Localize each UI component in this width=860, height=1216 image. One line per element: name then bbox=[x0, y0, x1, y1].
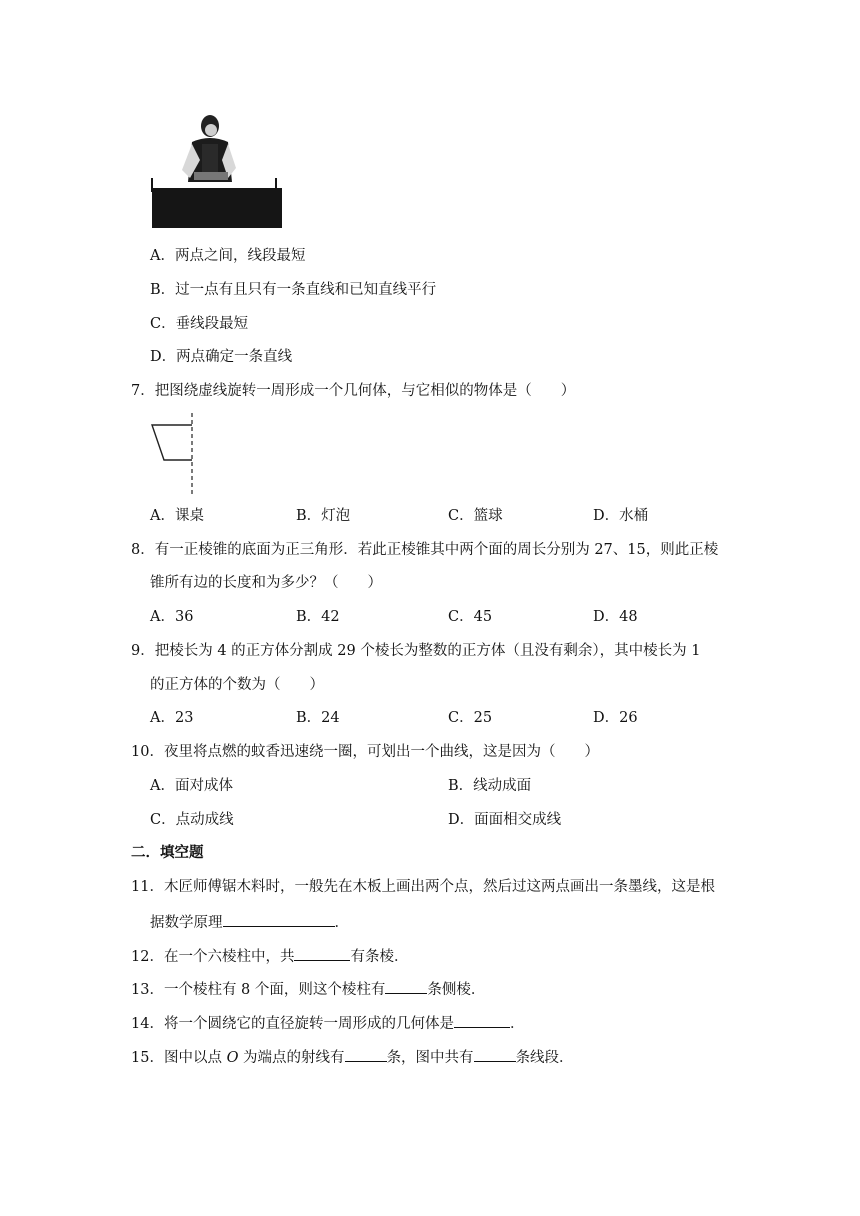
q11-line2 bbox=[150, 911, 349, 933]
section-fill-in-title: 二．填空题 bbox=[131, 844, 204, 861]
q15-text-d: 条线段． bbox=[515, 1050, 574, 1066]
q11-line2-text: 据数学原理 bbox=[150, 915, 223, 931]
q9-option-c: C．25 bbox=[448, 710, 493, 726]
q15-segment-count-blank[interactable] bbox=[474, 1046, 516, 1062]
q8-line2: 锥所有边的长度和为多少？（ ） bbox=[150, 575, 382, 591]
q12-text-b: 有条棱． bbox=[350, 949, 409, 965]
carpenter-photo bbox=[150, 112, 286, 230]
q15 bbox=[131, 1046, 574, 1068]
q6-option-b: B．过一点有且只有一条直线和已知直线平行 bbox=[150, 282, 437, 298]
q12-text-a: 12．在一个六棱柱中，共 bbox=[131, 949, 295, 965]
q8-option-a: A．36 bbox=[150, 609, 194, 625]
q12 bbox=[131, 945, 408, 967]
q9-option-a: A．23 bbox=[150, 710, 194, 726]
trapezoid-rotation-figure bbox=[148, 413, 198, 497]
q14-text-a: 14．将一个圆绕它的直径旋转一周形成的几何体是 bbox=[131, 1016, 454, 1032]
q13-text-b: 条侧棱． bbox=[427, 982, 486, 998]
q10-stem: 10．夜里将点燃的蚊香迅速绕一圈，可划出一个曲线，这是因为（ ） bbox=[131, 744, 599, 760]
q6-option-d: D．两点确定一条直线 bbox=[150, 349, 293, 365]
q6-option-c: C．垂线段最短 bbox=[150, 316, 249, 332]
q9-option-b: B．24 bbox=[296, 710, 340, 726]
q6-option-a: A．两点之间，线段最短 bbox=[150, 248, 306, 264]
q15-text-c: 条，图中共有 bbox=[386, 1050, 474, 1066]
q13 bbox=[131, 978, 485, 1000]
q7-option-d: D．水桶 bbox=[593, 508, 649, 524]
q14-text-b: ． bbox=[509, 1016, 525, 1032]
q15-point-o: O bbox=[226, 1050, 239, 1066]
q10-option-a: A．面对成体 bbox=[150, 778, 233, 794]
q15-text-a: 15．图中以点 bbox=[131, 1050, 227, 1066]
q9-line2: 的正方体的个数为（ ） bbox=[150, 677, 324, 693]
q11-line2-end: ． bbox=[334, 915, 349, 931]
q10-option-b: B．线动成面 bbox=[448, 778, 532, 794]
q11-line1: 11．木匠师傅锯木料时，一般先在木板上画出两个点，然后过这两点画出一条墨线，这是根 bbox=[131, 879, 715, 895]
q7-stem: 7．把图绕虚线旋转一周形成一个几何体，与它相似的物体是（ ） bbox=[131, 383, 576, 399]
q13-text-a: 13．一个棱柱有 8 个面，则这个棱柱有 bbox=[131, 982, 386, 998]
q15-ray-count-blank[interactable] bbox=[345, 1046, 387, 1062]
q9-line1: 9．把棱长为 4 的正方体分割成 29 个棱长为整数的正方体（且没有剩余），其中棱长为 1 bbox=[131, 643, 701, 659]
q8-option-b: B．42 bbox=[296, 609, 340, 625]
q12-answer-blank[interactable] bbox=[294, 945, 350, 961]
q14 bbox=[131, 1012, 524, 1034]
q7-option-c: C．篮球 bbox=[448, 508, 503, 524]
q7-option-b: B．灯泡 bbox=[296, 508, 351, 524]
q11-answer-blank[interactable] bbox=[223, 911, 335, 927]
q10-option-d: D．面面相交成线 bbox=[448, 812, 562, 828]
q15-text-b: 为端点的射线有 bbox=[238, 1050, 345, 1066]
q9-option-d: D．26 bbox=[593, 710, 638, 726]
q7-option-a: A．课桌 bbox=[150, 508, 204, 524]
q10-option-c: C．点动成线 bbox=[150, 812, 234, 828]
q13-answer-blank[interactable] bbox=[385, 978, 427, 994]
q14-answer-blank[interactable] bbox=[454, 1012, 510, 1028]
q8-line1: 8．有一正棱锥的底面为正三角形．若此正棱锥其中两个面的周长分别为 27、15，则此正棱 bbox=[131, 542, 719, 558]
q8-option-d: D．48 bbox=[593, 609, 638, 625]
q8-option-c: C．45 bbox=[448, 609, 493, 625]
